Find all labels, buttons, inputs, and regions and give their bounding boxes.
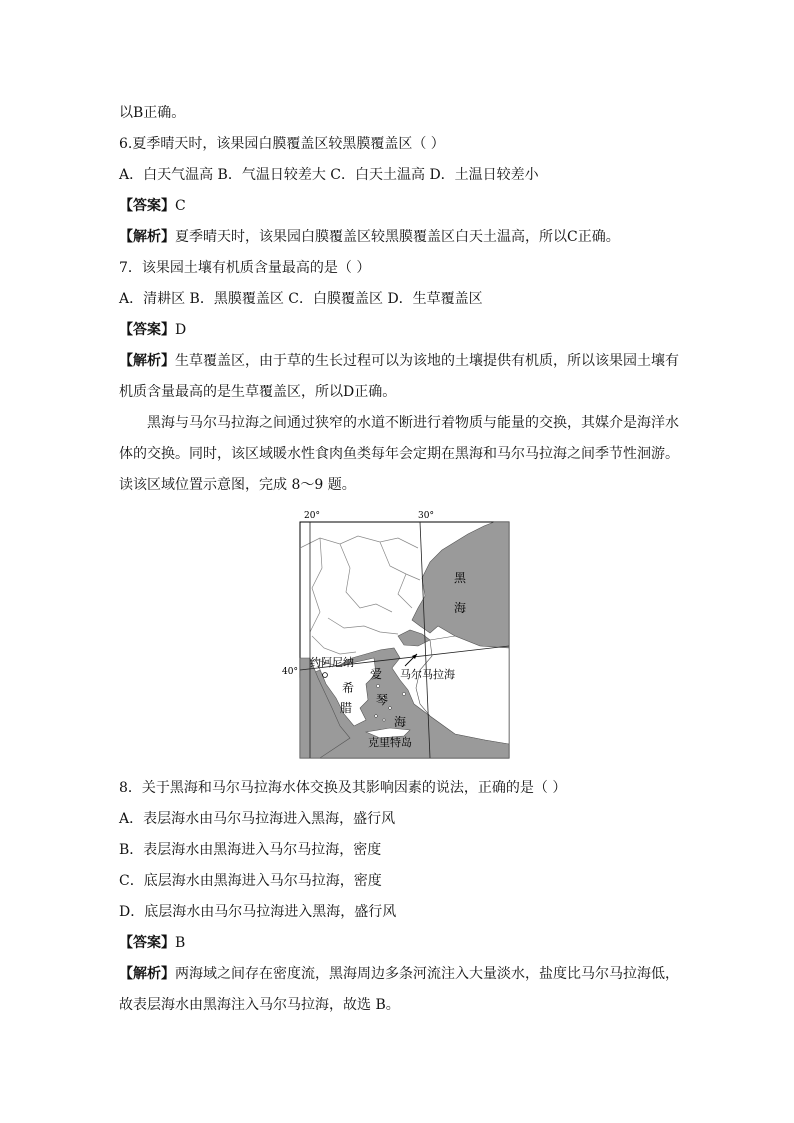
answer-tag: 【答案】 (119, 935, 175, 951)
black-sea-label-2: 海 (454, 601, 467, 615)
black-sea-label-1: 黑 (454, 571, 467, 585)
question-8-option-a: A．表层海水由马尔马拉海进入黑海，盛行风 (119, 811, 396, 827)
question-8-option-d: D．底层海水由马尔马拉海进入黑海，盛行风 (119, 904, 397, 920)
ioannina-label: 约阿尼纳 (310, 656, 354, 669)
lon-20-label: 20° (304, 511, 320, 521)
answer-value: B (175, 935, 186, 951)
explanation-text: 两海域之间存在密度流，黑海周边多条河流注入大量淡水，盐度比马尔马拉海低， (175, 966, 679, 982)
answer-value: D (175, 322, 187, 338)
aegean-label-3: 海 (394, 715, 407, 729)
lon-30-label: 30° (418, 511, 434, 521)
crete-label: 克里特岛 (368, 736, 412, 749)
explanation-8-cont: 故表层海水由黑海注入马尔马拉海，故选 B。 (119, 997, 400, 1013)
aegean-label-1: 爱 (370, 667, 383, 681)
explanation-7-cont: 机质含量最高的是生草覆盖区，所以D正确。 (119, 384, 397, 400)
question-7: 7．该果园土壤有机质含量最高的是（ ） (119, 260, 371, 276)
explanation-text: 生草覆盖区，由于草的生长过程可以为该地的土壤提供有机质，所以该果园土壤有 (175, 353, 679, 369)
explanation-7 (119, 351, 679, 371)
question-6-options: A．白天气温高 B．气温日较差大 C．白天土温高 D．土温日较差小 (119, 167, 539, 183)
question-7-options: A．清耕区 B．黑膜覆盖区 C．白膜覆盖区 D．生草覆盖区 (119, 291, 483, 307)
question-8-option-c: C．底层海水由黑海进入马尔马拉海，密度 (119, 873, 382, 889)
question-8-option-b: B．表层海水由黑海进入马尔马拉海，密度 (119, 842, 382, 858)
explanation-8 (119, 964, 679, 984)
passage-line: 黑海与马尔马拉海之间通过狭窄的水道不断进行着物质与能量的交换，其媒介是海洋水 (147, 415, 679, 431)
region-map (280, 508, 515, 764)
answer-6 (119, 196, 186, 216)
explanation-tag: 【解析】 (119, 229, 175, 245)
lat-40-label: 40° (282, 667, 298, 677)
marmara-label: 马尔马拉海 (400, 668, 455, 681)
answer-7 (119, 320, 186, 340)
greece-label-1: 希 (342, 681, 355, 695)
question-8: 8．关于黑海和马尔马拉海水体交换及其影响因素的说法，正确的是（ ） (119, 780, 567, 796)
answer-value: C (175, 198, 186, 214)
question-6: 6.夏季晴天时，该果园白膜覆盖区较黑膜覆盖区（ ） (119, 136, 445, 152)
explanation-tag: 【解析】 (119, 353, 175, 369)
explanation-tag: 【解析】 (119, 966, 175, 982)
answer-tag: 【答案】 (119, 198, 175, 214)
passage-line: 读该区域位置示意图，完成 8～9 题。 (119, 477, 356, 493)
explanation-text: 夏季晴天时，该果园白膜覆盖区较黑膜覆盖区白天土温高，所以C正确。 (175, 229, 620, 245)
passage-line: 体的交换。同时，该区域暖水性食肉鱼类每年会定期在黑海和马尔马拉海之间季节性洄游。 (119, 446, 679, 462)
ioannina-marker (323, 673, 328, 678)
answer-tag: 【答案】 (119, 322, 175, 338)
greece-label-2: 腊 (340, 701, 353, 715)
answer-8 (119, 933, 185, 953)
text-line: 以B正确。 (119, 105, 186, 121)
aegean-label-2: 琴 (376, 693, 389, 707)
explanation-6 (119, 227, 620, 247)
